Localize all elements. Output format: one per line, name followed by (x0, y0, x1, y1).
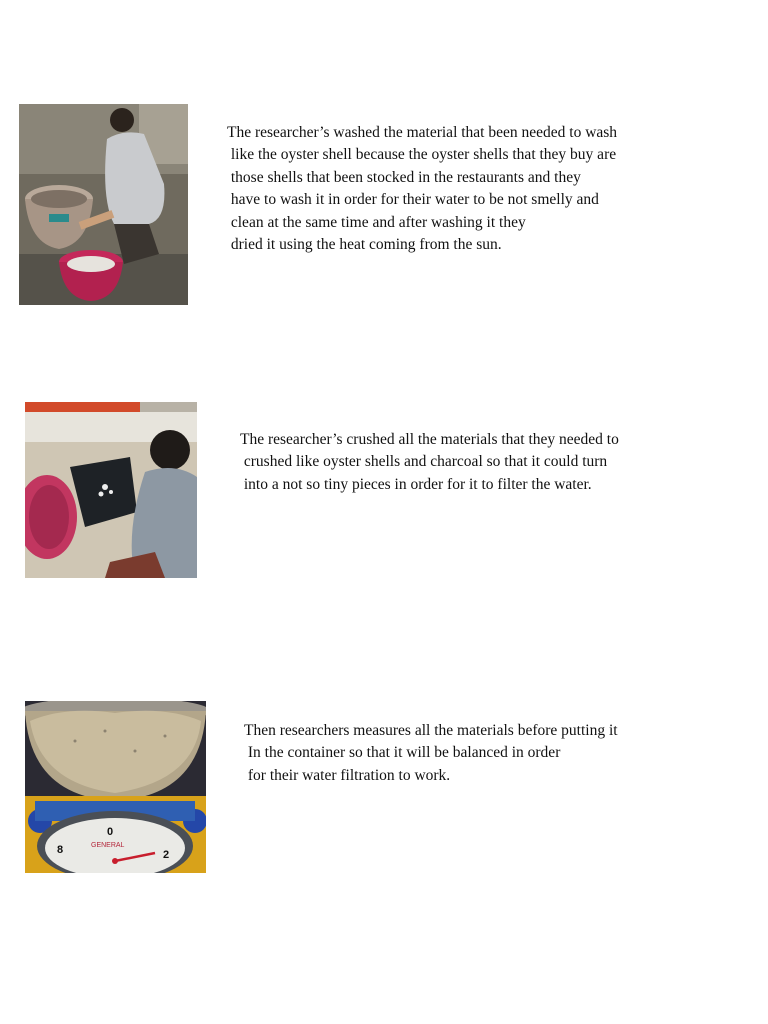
scale-brand-text: GENERAL (91, 842, 125, 849)
scale-number-0: 0 (107, 826, 114, 838)
caption-line: those shells that been stocked in the restaurants and they (227, 168, 581, 186)
scale-number-8: 8 (57, 844, 64, 856)
washing-shells-photo (19, 104, 188, 305)
crushing-materials-photo (25, 402, 197, 578)
crushing-materials-illustration (25, 402, 197, 578)
step-2-caption (240, 429, 619, 496)
washing-shells-illustration (19, 104, 188, 305)
scale-number-2: 2 (163, 849, 170, 861)
caption-line: for their water filtration to work. (244, 766, 451, 784)
caption-line: clean at the same time and after washing it they (227, 213, 526, 231)
caption-line: The researcher’s washed the material that been needed to wash (227, 124, 618, 141)
caption-line: The researcher’s crushed all the materials that they needed to (240, 431, 619, 448)
caption-line: Then researchers measures all the materials before putting it (244, 722, 618, 739)
weighing-materials-photo (25, 701, 206, 873)
caption-line: dried it using the heat coming from the sun. (227, 236, 502, 254)
caption-line: have to wash it in order for their water to be not smelly and (227, 191, 599, 209)
weighing-materials-illustration (25, 701, 206, 873)
step-1-caption (227, 122, 617, 256)
caption-line: into a not so tiny pieces in order for it to filter the water. (240, 475, 592, 493)
caption-line: like the oyster shell because the oyster shells that they buy are (227, 146, 617, 164)
caption-line: crushed like oyster shells and charcoal so that it could turn (240, 453, 608, 471)
step-3-caption (244, 720, 618, 787)
caption-line: In the container so that it will be balanced in order (244, 744, 561, 762)
